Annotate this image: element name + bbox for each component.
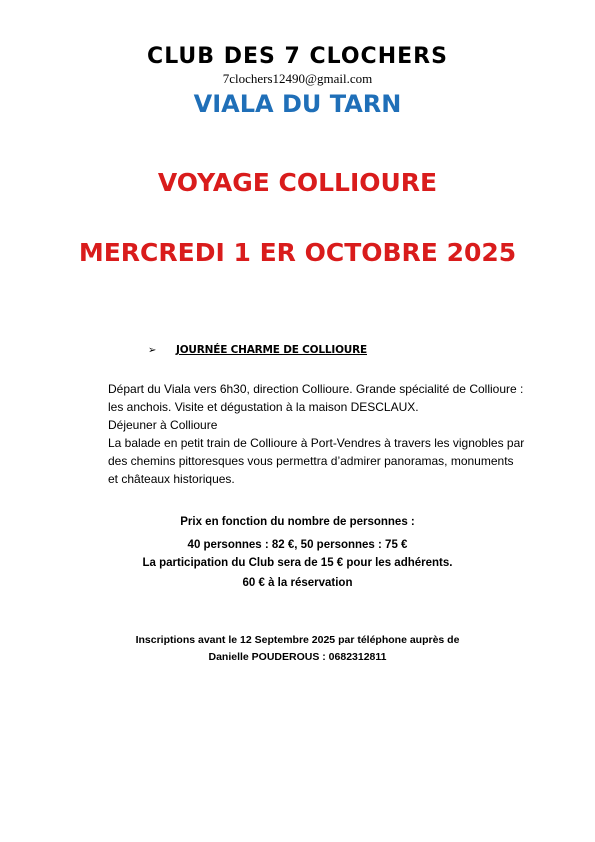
price-rates: 40 personnes : 82 €, 50 personnes : 75 € [187,539,408,551]
registration-deadline: Inscriptions avant le 12 Septembre 2025 par téléphone auprès de [135,634,460,646]
event-title: VOYAGE COLLIOURE [157,168,438,197]
description-line: les anchois. Visite et dégustation à la maison DESCLAUX. [108,400,419,414]
price-heading: Prix en fonction du nombre de personnes : [180,516,415,528]
program-description [108,380,568,488]
description-line: Départ du Viala vers 6h30, direction Collioure. Grande spécialité de Collioure : [108,382,524,396]
program-bullet-title: JOURNÉE CHARME DE COLLIOURE [176,344,367,356]
description-line: et châteaux historiques. [108,472,235,486]
reservation-deposit: 60 € à la réservation [242,577,353,589]
description-line: Déjeuner à Collioure [108,418,218,432]
description-line: La balade en petit train de Collioure à Port-Vendres à travers les vignobles par [108,436,525,450]
description-line: des chemins pittoresques vous permettra d’admirer panoramas, monuments [108,454,514,468]
registration-contact: Danielle POUDEROUS : 0682312811 [208,651,387,663]
club-email: 7clochers12490@gmail.com [222,71,373,86]
location-title: VIALA DU TARN [193,90,402,118]
program-bullet [148,344,367,356]
club-participation: La participation du Club sera de 15 € pour les adhérents. [142,557,453,569]
club-name: CLUB DES 7 CLOCHERS [147,44,448,69]
event-date: MERCREDI 1 ER OCTOBRE 2025 [78,238,517,267]
arrow-bullet-icon: ➢ [148,345,157,356]
